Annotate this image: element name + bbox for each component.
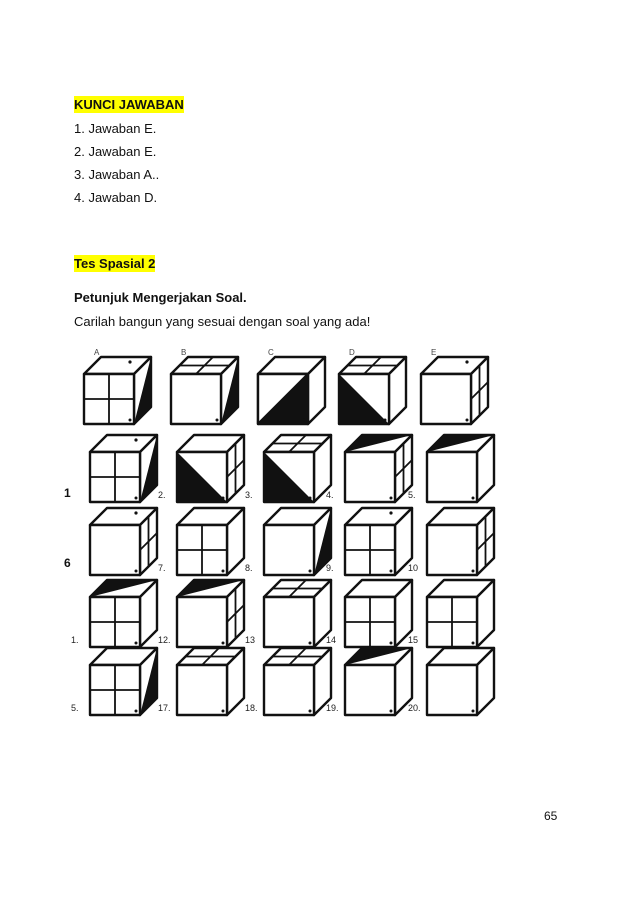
option-letter: E: [431, 348, 437, 357]
question-row: [71, 648, 494, 715]
question-number: 20.: [408, 703, 421, 713]
option-cube: [421, 357, 488, 424]
option-letter: B: [181, 348, 187, 357]
option-letter: C: [268, 348, 274, 357]
question-number: 18.: [245, 703, 258, 713]
question-number: 19.: [326, 703, 339, 713]
option-letter: D: [349, 348, 355, 357]
question-number: 12.: [158, 635, 171, 645]
question-number: 3.: [245, 490, 253, 500]
question-number: 10: [408, 563, 419, 573]
page-number: 65: [544, 809, 558, 823]
question-cube: [264, 508, 331, 575]
question-cube: [427, 648, 494, 715]
question-number: 7.: [158, 563, 166, 573]
question-cube: [427, 435, 494, 502]
option-cube: [171, 357, 238, 424]
question-row: [64, 508, 494, 575]
question-number: 5.: [71, 703, 79, 713]
question-cube: [177, 580, 244, 647]
question-number: 1.: [71, 635, 79, 645]
answer-key-title: KUNCI JAWABAN: [74, 97, 184, 112]
question-cube: [427, 508, 494, 575]
instruction-title: Petunjuk Mengerjakan Soal.: [74, 290, 247, 305]
option-cube: [258, 357, 325, 424]
question-cube: [264, 435, 331, 502]
question-number: 9.: [326, 563, 334, 573]
question-number: 5.: [408, 490, 416, 500]
question-number: 15: [408, 635, 419, 645]
row-side-label: 6: [64, 556, 71, 570]
option-cube: [84, 357, 151, 424]
question-cube: [90, 648, 157, 715]
question-cube: [90, 435, 157, 502]
option-row: [84, 348, 488, 424]
question-cube: [90, 580, 157, 647]
question-cube: [345, 648, 412, 715]
question-cube: [177, 648, 244, 715]
answer-line: 4. Jawaban D.: [74, 190, 158, 205]
answer-line: 3. Jawaban A..: [74, 167, 160, 182]
question-cube: [345, 580, 412, 647]
question-number: 17.: [158, 703, 171, 713]
option-cube: [339, 357, 406, 424]
question-cube: [177, 508, 244, 575]
question-cube: [264, 580, 331, 647]
row-side-label: 1: [64, 486, 71, 500]
question-number: 4.: [326, 490, 334, 500]
question-row: [71, 580, 494, 647]
question-cube: [427, 580, 494, 647]
question-cube: [90, 508, 157, 575]
question-number: 2.: [158, 490, 166, 500]
instruction-text: Carilah bangun yang sesuai dengan soal yang ada!: [74, 314, 371, 329]
question-number: 13: [245, 635, 256, 645]
test-title: Tes Spasial 2: [74, 256, 156, 271]
question-cube: [345, 435, 412, 502]
answer-line: 2. Jawaban E.: [74, 144, 157, 159]
question-cube: [177, 435, 244, 502]
question-row: [64, 435, 494, 502]
question-number: 14: [326, 635, 337, 645]
question-cube: [345, 508, 412, 575]
question-cube: [264, 648, 331, 715]
option-letter: A: [94, 348, 100, 357]
question-number: 8.: [245, 563, 253, 573]
answer-line: 1. Jawaban E.: [74, 121, 157, 136]
